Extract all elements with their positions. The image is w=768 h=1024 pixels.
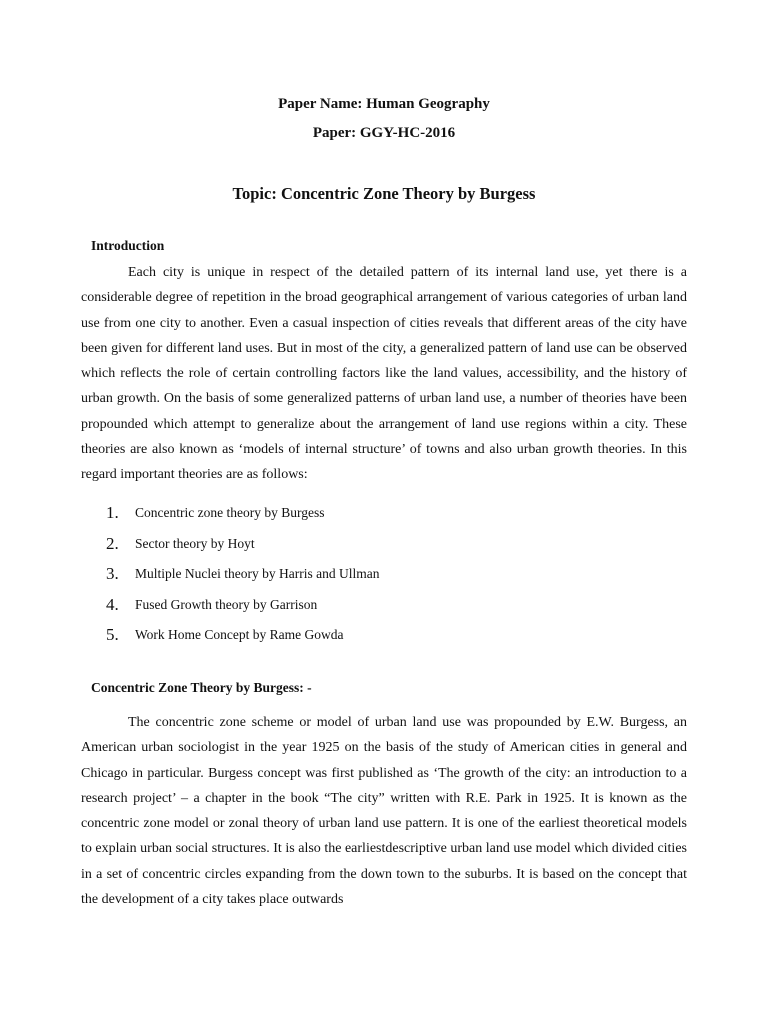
list-text: Work Home Concept by Rame Gowda bbox=[135, 627, 344, 643]
list-item bbox=[106, 529, 379, 560]
list-item bbox=[106, 498, 379, 529]
list-number: 3. bbox=[106, 564, 119, 584]
list-item bbox=[106, 559, 379, 590]
introduction-heading: Introduction bbox=[91, 238, 165, 253]
burgess-paragraph: The concentric zone scheme or model of urban land use was propounded by E.W. Burgess, an American urban sociologist in the year 1925 on the basis of the study of American cities in general and Chicago in particular. Burgess concept was first published as ‘The growth of the city: an introduction to a research project’ – a chapter in the book “The city” written with R.E. Park in 1925. It is known as the concentric zone model or zonal theory of urban land use pattern. It is one of the earliest theoretical models to explain urban social structures. It is also the earliestdescriptive urban land use model which divided cities in a set of concentric circles expanding from the down town to the suburbs. It is based on the concept that the development of a city takes place outwards bbox=[81, 715, 687, 908]
list-number: 5. bbox=[106, 625, 119, 645]
burgess-heading: Concentric Zone Theory by Burgess: - bbox=[91, 680, 312, 695]
list-item bbox=[106, 590, 379, 621]
topic-title: Topic: Concentric Zone Theory by Burgess bbox=[232, 184, 536, 203]
list-item bbox=[106, 620, 379, 651]
paper-name: Paper Name: Human Geography bbox=[278, 96, 490, 112]
list-number: 1. bbox=[106, 503, 119, 523]
list-text: Multiple Nuclei theory by Harris and Ullman bbox=[135, 566, 380, 582]
list-text: Concentric zone theory by Burgess bbox=[135, 505, 325, 521]
list-number: 4. bbox=[106, 594, 119, 614]
list-text: Sector theory by Hoyt bbox=[135, 535, 255, 551]
paper-code: Paper: GGY-HC-2016 bbox=[312, 125, 456, 141]
list-number: 2. bbox=[106, 533, 119, 553]
list-text: Fused Growth theory by Garrison bbox=[135, 596, 318, 612]
theories-list bbox=[106, 498, 379, 651]
introduction-paragraph: Each city is unique in respect of the detailed pattern of its internal land use, yet there is a considerable degree of repetition in the broad geographical arrangement of various categories of urban land use from one city to another. Even a casual inspection of cities reveals that different areas of the city have been given for different land uses. But in most of the city, a generalized pattern of land use can be observed which reflects the role of certain controlling factors like the land values, accessibility, and the history of urban growth. On the basis of some generalized patterns of urban land use, a number of theories have been propounded which attempt to generalize about the arrangement of land use regions within a city. These theories are also known as ‘models of internal structure’ of towns and also urban growth theories. In this regard important theories are as follows: bbox=[81, 265, 687, 483]
